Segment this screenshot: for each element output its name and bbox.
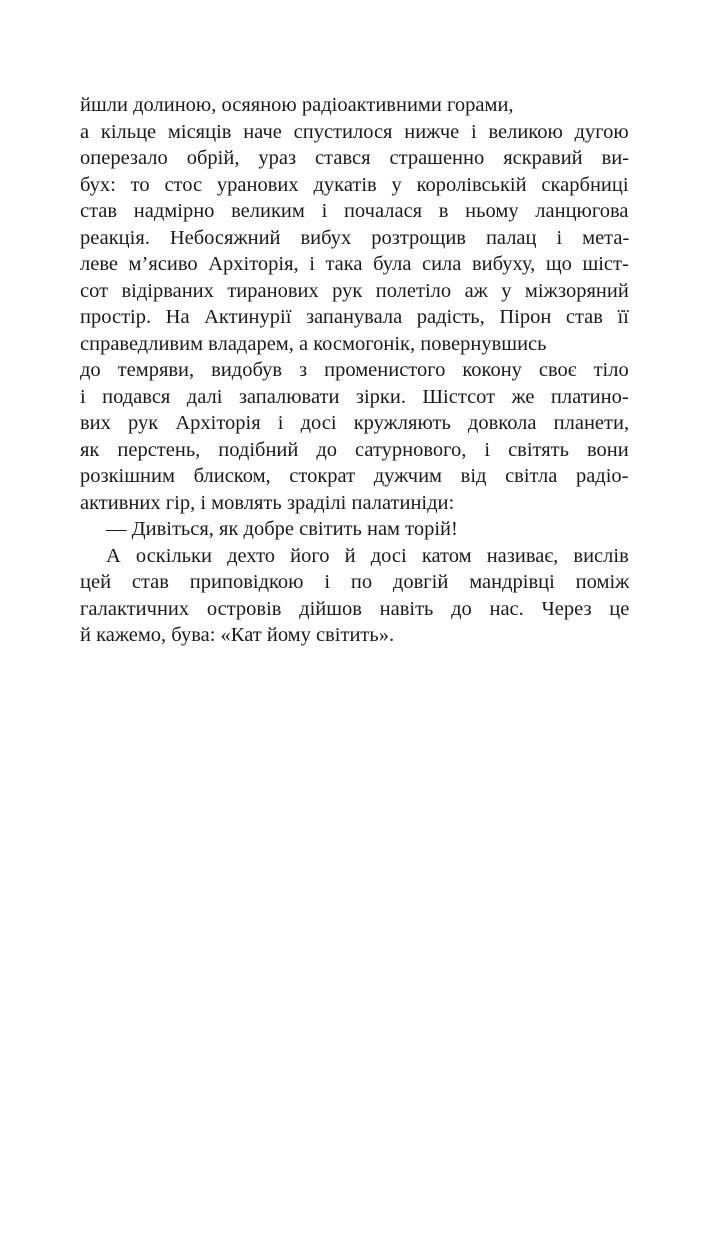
dialogue-line: — Дивіться, як добре світить нам торій! [106,518,458,540]
text-line: розкішним блиском, стократ дужчим від світла радіо- [80,465,629,487]
text-line: леве м’ясиво Архіторія, і така була сила вибуху, що шіст- [80,253,629,275]
paragraph-closing [80,543,708,649]
text-line: і подався далі запалювати зірки. Шістсот же платино- [80,385,629,408]
text-line: справедливим владарем, а космогонік, повернувшись [80,332,547,355]
text-line: до темряви, видобув з променистого кокону своє тіло [80,359,629,381]
text-line: оперезало обрій, ураз стався страшенно яскравий ви- [80,147,630,169]
body-text [80,92,708,649]
text-line: галактичних островів дійшов навіть до нас. Через це [80,597,630,620]
text-line: й кажемо, бува: «Кат йому світить». [80,624,395,646]
text-line: йшли долиною, осяяною радіоактивними горами, [80,94,514,116]
text-line: реакція. Небосяжний вибух розтрощив палац і мета- [80,226,630,249]
text-line: як перстень, подібний до сатурнового, і світять вони [80,438,629,461]
paragraph-dialogue [80,516,708,543]
paragraph-1 [80,92,708,516]
text-line: вих рук Архіторія і досі кружляють довкола планети, [80,412,630,434]
text-line: сот відірваних тиранових рук полетіло аж у міжзоряний [80,279,629,302]
text-line: А оскільки дехто його й досі катом називає, вислів [106,544,629,567]
text-line: активних гір, і мовлять зраділі палатиніди: [80,491,455,514]
text-line: став надмірно великим і почалася в ньому ланцюгова [80,200,629,222]
text-line: цей став приповідкою і по довгій мандрівці поміж [80,571,630,593]
text-line: а кільце місяців наче спустилося нижче і великою дугою [80,120,629,143]
text-line: бух: то стос уранових дукатів у королівській скарбниці [80,173,629,196]
text-line: простір. На Актинурії запанувала радість, Пірон став її [80,306,629,328]
